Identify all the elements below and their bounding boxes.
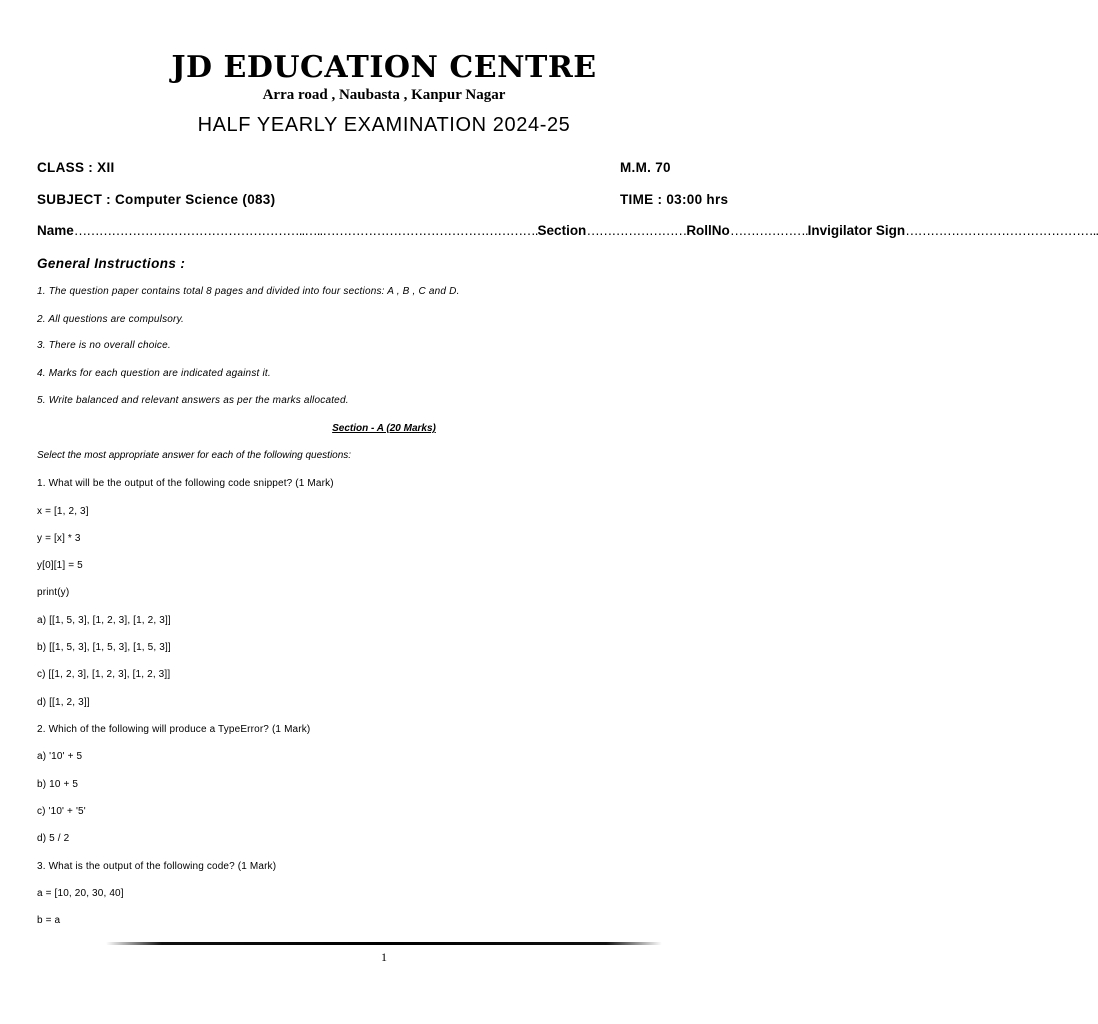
roll-number-label: RollNo xyxy=(686,223,730,238)
time-label: TIME : 03:00 hrs xyxy=(620,192,729,207)
name-blank: ………………………………………………..…..……………………………………………. xyxy=(73,223,538,238)
instruction-item: 5. Write balanced and relevant answers as per the marks allocated. xyxy=(37,395,349,406)
instruction-item: 3. There is no overall choice. xyxy=(37,340,171,351)
question-line: y[0][1] = 5 xyxy=(37,560,83,571)
instruction-item: 1. The question paper contains total 8 pages and divided into four sections: A , B , C and D. xyxy=(37,286,460,297)
page-number: 1 xyxy=(381,950,387,964)
max-marks-label: M.M. 70 xyxy=(620,160,671,175)
class-label: CLASS : XII xyxy=(37,160,115,175)
school-name: JD EDUCATION CENTRE xyxy=(171,50,597,85)
section-a-instruction: Select the most appropriate answer for each of the following questions: xyxy=(37,450,352,461)
question-line: b) [[1, 5, 3], [1, 5, 3], [1, 5, 3]] xyxy=(37,642,171,653)
footer-divider xyxy=(106,942,662,945)
question-line: x = [1, 2, 3] xyxy=(37,506,89,517)
question-line: c) [[1, 2, 3], [1, 2, 3], [1, 2, 3]] xyxy=(37,669,171,680)
question-line: print(y) xyxy=(37,587,70,598)
invigilator-sign-blank: ……………………………………….. xyxy=(905,223,1098,238)
question-line: d) 5 / 2 xyxy=(37,833,70,844)
name-label: Name xyxy=(37,223,74,238)
section-a-heading: Section - A (20 Marks) xyxy=(332,423,436,434)
subject-label: SUBJECT : Computer Science (083) xyxy=(37,192,276,207)
question-line: b = a xyxy=(37,915,61,926)
invigilator-sign-label: Invigilator Sign xyxy=(807,223,906,238)
question-line: a = [10, 20, 30, 40] xyxy=(37,888,124,899)
question-line: a) '10' + 5 xyxy=(37,751,83,762)
question-line: 3. What is the output of the following code? (1 Mark) xyxy=(37,861,277,872)
student-details-line xyxy=(37,223,1098,238)
question-line: c) '10' + '5' xyxy=(37,806,86,817)
exam-title: HALF YEARLY EXAMINATION 2024-25 xyxy=(197,114,571,136)
question-line: d) [[1, 2, 3]] xyxy=(37,697,90,708)
question-line: 2. Which of the following will produce a TypeError? (1 Mark) xyxy=(37,724,311,735)
section-blank: …………………… xyxy=(586,223,687,238)
instruction-item: 4. Marks for each question are indicated against it. xyxy=(37,368,271,379)
section-label: Section xyxy=(537,223,587,238)
question-line: b) 10 + 5 xyxy=(37,779,79,790)
roll-number-blank: ………………. xyxy=(729,223,808,238)
school-address: Arra road , Naubasta , Kanpur Nagar xyxy=(262,87,506,103)
instruction-item: 2. All questions are compulsory. xyxy=(37,314,185,325)
question-line: y = [x] * 3 xyxy=(37,533,81,544)
question-line: a) [[1, 5, 3], [1, 2, 3], [1, 2, 3]] xyxy=(37,615,171,626)
question-line: 1. What will be the output of the following code snippet? (1 Mark) xyxy=(37,478,334,489)
general-instructions-title: General Instructions : xyxy=(37,256,186,271)
